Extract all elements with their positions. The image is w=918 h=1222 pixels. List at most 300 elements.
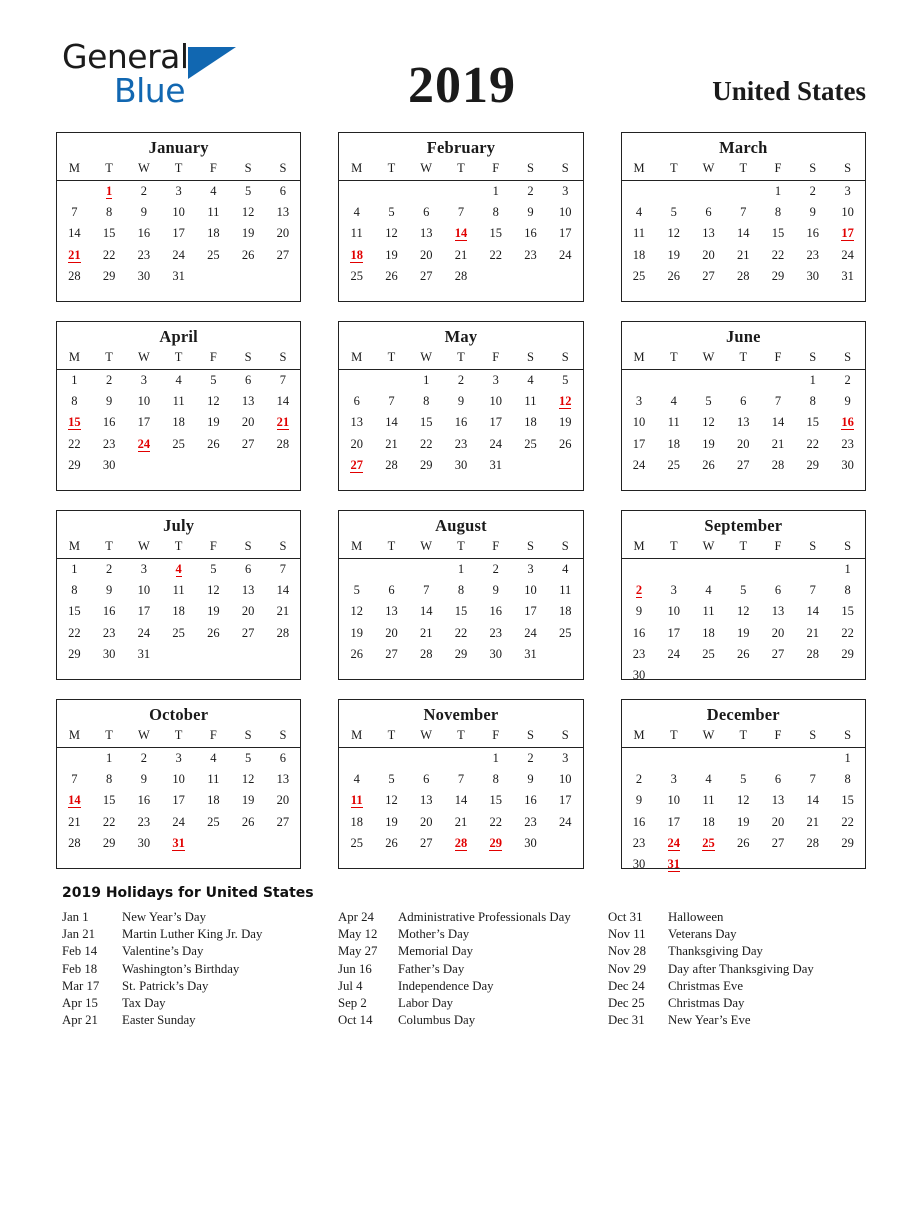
day-cell[interactable]: 3 [492,373,499,388]
day-cell[interactable]: 9 [106,394,113,409]
day-cell-holiday[interactable] [830,412,865,433]
day-cell[interactable]: 29 [454,646,468,661]
day-cell[interactable]: 27 [241,436,255,451]
day-cell[interactable]: 27 [737,457,750,472]
day-cell[interactable]: 27 [419,268,433,283]
day-cell[interactable]: 22 [454,625,468,640]
day-cell[interactable]: 18 [524,415,537,430]
day-cell[interactable]: 26 [558,436,572,451]
day-cell[interactable]: 19 [207,415,220,430]
day-cell[interactable]: 30 [137,835,151,850]
day-cell[interactable]: 19 [667,247,681,262]
day-cell-holiday[interactable] [57,790,92,811]
day-cell[interactable]: 7 [279,373,287,388]
day-cell[interactable]: 10 [489,394,502,409]
day-cell[interactable]: 3 [140,562,147,577]
day-cell-holiday[interactable] [656,833,691,854]
day-cell[interactable]: 3 [670,772,677,787]
day-cell-holiday[interactable] [444,833,479,854]
day-cell[interactable]: 5 [705,394,712,409]
day-cell[interactable]: 22 [68,625,81,640]
day-cell[interactable]: 12 [385,226,398,241]
day-cell[interactable]: 18 [667,436,681,451]
day-cell[interactable]: 18 [207,226,220,241]
day-cell[interactable]: 7 [809,772,816,787]
day-cell[interactable]: 12 [737,604,750,619]
day-cell[interactable]: 24 [667,646,681,661]
day-cell[interactable]: 30 [454,457,468,472]
day-cell[interactable]: 6 [279,184,287,199]
day-cell[interactable]: 16 [102,604,116,619]
day-cell[interactable]: 9 [457,394,465,409]
day-cell[interactable]: 4 [175,373,182,388]
day-cell[interactable]: 17 [489,415,502,430]
day-cell[interactable]: 6 [423,205,430,220]
day-cell[interactable]: 28 [737,268,750,283]
day-cell[interactable]: 21 [454,247,468,262]
day-cell[interactable]: 10 [558,772,572,787]
day-cell[interactable]: 26 [207,625,220,640]
day-cell[interactable]: 3 [562,751,569,766]
day-cell[interactable]: 17 [172,793,185,808]
day-cell[interactable]: 25 [207,814,220,829]
day-cell[interactable]: 8 [844,772,851,787]
day-cell[interactable]: 28 [806,835,820,850]
day-cell[interactable]: 12 [702,415,715,430]
day-cell[interactable]: 24 [558,814,572,829]
day-cell[interactable]: 15 [419,415,433,430]
day-cell[interactable]: 29 [102,835,116,850]
day-cell[interactable]: 31 [489,457,502,472]
day-cell[interactable]: 10 [137,394,151,409]
day-cell[interactable]: 26 [702,457,715,472]
day-cell[interactable]: 23 [632,646,646,661]
day-cell[interactable]: 3 [175,751,182,766]
day-cell[interactable]: 16 [489,604,502,619]
day-cell[interactable]: 26 [241,247,255,262]
day-cell[interactable]: 28 [68,268,81,283]
day-cell[interactable]: 5 [245,751,252,766]
day-cell[interactable]: 30 [102,457,116,472]
day-cell[interactable]: 12 [241,205,255,220]
day-cell[interactable]: 7 [423,583,430,598]
day-cell-holiday[interactable] [57,245,92,266]
day-cell[interactable]: 29 [102,268,116,283]
day-cell[interactable]: 2 [809,184,816,199]
day-cell[interactable]: 24 [172,814,185,829]
day-cell[interactable]: 1 [71,373,78,388]
day-cell[interactable]: 6 [245,562,252,577]
day-cell[interactable]: 6 [279,751,287,766]
day-cell[interactable]: 23 [102,625,116,640]
day-cell[interactable]: 17 [558,226,572,241]
day-cell[interactable]: 28 [771,457,785,472]
day-cell[interactable]: 13 [276,205,290,220]
day-cell[interactable]: 18 [558,604,572,619]
day-cell[interactable]: 30 [137,268,151,283]
day-cell[interactable]: 13 [241,394,255,409]
day-cell[interactable]: 22 [102,814,116,829]
day-cell[interactable]: 20 [276,226,290,241]
day-cell[interactable]: 13 [771,604,785,619]
day-cell[interactable]: 15 [102,793,116,808]
day-cell[interactable]: 9 [844,394,851,409]
day-cell[interactable]: 17 [137,415,151,430]
day-cell[interactable]: 24 [489,436,502,451]
day-cell[interactable]: 29 [841,646,854,661]
day-cell[interactable]: 21 [419,625,433,640]
day-cell[interactable]: 21 [385,436,398,451]
day-cell[interactable]: 2 [527,751,534,766]
day-cell-holiday[interactable] [57,412,92,433]
day-cell[interactable]: 14 [419,604,433,619]
day-cell[interactable]: 10 [632,415,646,430]
day-cell[interactable]: 24 [841,247,854,262]
day-cell[interactable]: 27 [385,646,398,661]
day-cell[interactable]: 1 [71,562,78,577]
day-cell[interactable]: 15 [841,604,854,619]
day-cell[interactable]: 29 [771,268,785,283]
day-cell[interactable]: 6 [353,394,360,409]
day-cell[interactable]: 8 [106,772,113,787]
day-cell[interactable]: 4 [562,562,569,577]
day-cell-holiday[interactable] [339,790,374,811]
day-cell[interactable]: 19 [241,226,255,241]
day-cell[interactable]: 10 [558,205,572,220]
day-cell[interactable]: 21 [454,814,468,829]
day-cell[interactable]: 25 [172,625,185,640]
day-cell[interactable]: 31 [137,646,151,661]
day-cell[interactable]: 23 [489,625,502,640]
day-cell[interactable]: 16 [632,625,646,640]
day-cell[interactable]: 22 [102,247,116,262]
day-cell[interactable]: 27 [771,835,785,850]
day-cell[interactable]: 30 [102,646,116,661]
day-cell[interactable]: 11 [702,604,715,619]
day-cell[interactable]: 7 [774,394,782,409]
day-cell[interactable]: 23 [806,247,820,262]
day-cell[interactable]: 18 [702,814,715,829]
day-cell[interactable]: 7 [279,562,287,577]
day-cell[interactable]: 2 [140,184,147,199]
day-cell[interactable]: 10 [667,604,681,619]
day-cell[interactable]: 19 [385,814,398,829]
day-cell[interactable]: 20 [419,247,433,262]
day-cell[interactable]: 20 [276,793,290,808]
day-cell[interactable]: 26 [385,835,398,850]
day-cell[interactable]: 5 [388,205,395,220]
day-cell[interactable]: 16 [524,793,537,808]
day-cell[interactable]: 23 [102,436,116,451]
day-cell[interactable]: 22 [489,814,502,829]
day-cell[interactable]: 21 [806,625,820,640]
day-cell[interactable]: 11 [702,793,715,808]
day-cell-holiday[interactable] [339,455,374,476]
day-cell[interactable]: 23 [632,835,646,850]
day-cell[interactable]: 15 [102,226,116,241]
day-cell[interactable]: 21 [276,604,290,619]
day-cell[interactable]: 15 [841,793,854,808]
day-cell[interactable]: 4 [353,205,360,220]
day-cell[interactable]: 5 [740,583,747,598]
day-cell[interactable]: 18 [632,247,646,262]
day-cell[interactable]: 18 [702,625,715,640]
day-cell[interactable]: 14 [806,604,820,619]
day-cell[interactable]: 10 [524,583,537,598]
day-cell[interactable]: 17 [524,604,537,619]
day-cell[interactable]: 19 [241,793,255,808]
day-cell[interactable]: 15 [454,604,468,619]
day-cell[interactable]: 23 [137,247,151,262]
day-cell[interactable]: 29 [68,457,81,472]
day-cell[interactable]: 1 [457,562,465,577]
day-cell[interactable]: 9 [635,604,643,619]
day-cell[interactable]: 8 [71,394,78,409]
day-cell[interactable]: 16 [137,793,151,808]
day-cell[interactable]: 5 [670,205,677,220]
day-cell-holiday[interactable] [548,391,583,412]
day-cell-holiday[interactable] [622,580,657,601]
day-cell[interactable]: 25 [350,835,363,850]
day-cell[interactable]: 28 [419,646,433,661]
day-cell[interactable]: 25 [667,457,681,472]
day-cell[interactable]: 25 [207,247,220,262]
day-cell[interactable]: 30 [632,857,646,872]
day-cell[interactable]: 8 [106,205,113,220]
day-cell[interactable]: 13 [771,793,785,808]
day-cell[interactable]: 2 [527,184,534,199]
day-cell[interactable]: 23 [524,247,537,262]
day-cell-holiday[interactable] [339,245,374,266]
day-cell[interactable]: 26 [350,646,363,661]
day-cell[interactable]: 30 [806,268,820,283]
day-cell[interactable]: 9 [492,583,499,598]
day-cell-holiday[interactable] [161,559,196,581]
day-cell[interactable]: 2 [106,562,113,577]
day-cell[interactable]: 17 [667,814,681,829]
day-cell[interactable]: 6 [423,772,430,787]
day-cell[interactable]: 8 [809,394,816,409]
day-cell[interactable]: 26 [737,646,750,661]
day-cell[interactable]: 11 [172,394,185,409]
day-cell[interactable]: 13 [241,583,255,598]
day-cell[interactable]: 18 [172,415,185,430]
day-cell[interactable]: 16 [524,226,537,241]
day-cell[interactable]: 1 [844,751,851,766]
day-cell[interactable]: 8 [457,583,465,598]
day-cell[interactable]: 19 [207,604,220,619]
day-cell-holiday[interactable] [161,833,196,854]
day-cell[interactable]: 16 [454,415,468,430]
day-cell[interactable]: 12 [207,583,220,598]
day-cell[interactable]: 10 [137,583,151,598]
day-cell[interactable]: 5 [353,583,360,598]
day-cell[interactable]: 17 [632,436,646,451]
day-cell[interactable]: 13 [702,226,715,241]
day-cell[interactable]: 15 [806,415,820,430]
day-cell[interactable]: 24 [558,247,572,262]
day-cell[interactable]: 14 [68,226,81,241]
day-cell[interactable]: 30 [632,668,646,683]
day-cell[interactable]: 9 [527,205,534,220]
day-cell[interactable]: 7 [71,205,78,220]
day-cell[interactable]: 24 [137,625,151,640]
day-cell[interactable]: 30 [524,835,537,850]
day-cell[interactable]: 5 [210,562,217,577]
day-cell[interactable]: 15 [489,793,502,808]
day-cell[interactable]: 14 [276,583,290,598]
day-cell[interactable]: 20 [702,247,715,262]
day-cell[interactable]: 18 [207,793,220,808]
day-cell[interactable]: 4 [527,373,534,388]
day-cell[interactable]: 16 [632,814,646,829]
day-cell[interactable]: 20 [385,625,398,640]
day-cell[interactable]: 6 [740,394,747,409]
day-cell[interactable]: 4 [705,772,712,787]
day-cell[interactable]: 29 [419,457,433,472]
day-cell[interactable]: 4 [353,772,360,787]
day-cell[interactable]: 4 [210,184,217,199]
day-cell[interactable]: 20 [737,436,750,451]
day-cell[interactable]: 3 [844,184,851,199]
day-cell[interactable]: 4 [635,205,643,220]
day-cell[interactable]: 23 [454,436,468,451]
day-cell[interactable]: 7 [388,394,395,409]
day-cell[interactable]: 21 [68,814,81,829]
day-cell-holiday[interactable] [656,854,691,875]
day-cell[interactable]: 21 [737,247,750,262]
day-cell[interactable]: 8 [844,583,851,598]
day-cell[interactable]: 7 [457,205,465,220]
day-cell[interactable]: 11 [559,583,572,598]
day-cell[interactable]: 26 [241,814,255,829]
day-cell[interactable]: 6 [245,373,252,388]
day-cell[interactable]: 16 [102,415,116,430]
day-cell[interactable]: 15 [68,604,81,619]
day-cell[interactable]: 4 [705,583,712,598]
day-cell[interactable]: 16 [137,226,151,241]
day-cell[interactable]: 8 [423,394,430,409]
day-cell[interactable]: 1 [492,184,499,199]
day-cell[interactable]: 20 [350,436,363,451]
day-cell[interactable]: 2 [492,562,499,577]
day-cell[interactable]: 5 [210,373,217,388]
day-cell[interactable]: 31 [172,268,185,283]
day-cell[interactable]: 29 [806,457,820,472]
day-cell[interactable]: 1 [423,373,430,388]
day-cell[interactable]: 14 [276,394,290,409]
day-cell[interactable]: 31 [841,268,854,283]
day-cell[interactable]: 7 [809,583,816,598]
day-cell[interactable]: 12 [385,793,398,808]
day-cell[interactable]: 2 [140,751,147,766]
day-cell-holiday[interactable] [266,412,301,433]
day-cell[interactable]: 25 [350,268,363,283]
day-cell[interactable]: 25 [558,625,572,640]
day-cell[interactable]: 27 [241,625,255,640]
day-cell[interactable]: 22 [489,247,502,262]
day-cell[interactable]: 24 [172,247,185,262]
day-cell[interactable]: 21 [806,814,820,829]
day-cell-holiday[interactable] [830,223,865,244]
day-cell[interactable]: 22 [419,436,433,451]
day-cell[interactable]: 27 [276,814,290,829]
day-cell[interactable]: 30 [489,646,502,661]
day-cell[interactable]: 14 [454,793,468,808]
day-cell[interactable]: 28 [276,625,290,640]
day-cell[interactable]: 11 [633,226,646,241]
day-cell[interactable]: 18 [172,604,185,619]
day-cell[interactable]: 14 [806,793,820,808]
day-cell[interactable]: 6 [388,583,395,598]
day-cell-holiday[interactable] [92,181,127,203]
day-cell[interactable]: 19 [558,415,572,430]
day-cell[interactable]: 22 [771,247,785,262]
day-cell[interactable]: 6 [705,205,712,220]
day-cell[interactable]: 24 [524,625,537,640]
day-cell[interactable]: 26 [737,835,750,850]
day-cell[interactable]: 19 [350,625,363,640]
day-cell[interactable]: 7 [457,772,465,787]
day-cell[interactable]: 12 [241,772,255,787]
day-cell[interactable]: 2 [844,373,851,388]
day-cell[interactable]: 9 [527,772,534,787]
day-cell[interactable]: 25 [524,436,537,451]
day-cell[interactable]: 14 [737,226,750,241]
day-cell[interactable]: 4 [210,751,217,766]
day-cell[interactable]: 29 [68,646,81,661]
day-cell[interactable]: 21 [771,436,785,451]
day-cell[interactable]: 11 [207,205,220,220]
day-cell[interactable]: 28 [454,268,468,283]
day-cell[interactable]: 3 [527,562,534,577]
day-cell[interactable]: 25 [172,436,185,451]
day-cell[interactable]: 2 [106,373,113,388]
day-cell[interactable]: 13 [276,772,290,787]
day-cell[interactable]: 2 [457,373,465,388]
day-cell[interactable]: 10 [841,205,854,220]
day-cell[interactable]: 15 [771,226,785,241]
day-cell[interactable]: 11 [350,226,363,241]
day-cell[interactable]: 5 [388,772,395,787]
day-cell[interactable]: 19 [737,625,750,640]
day-cell[interactable]: 28 [385,457,398,472]
day-cell[interactable]: 17 [137,604,151,619]
day-cell[interactable]: 12 [350,604,363,619]
day-cell[interactable]: 9 [106,583,113,598]
day-cell[interactable]: 30 [841,457,854,472]
day-cell[interactable]: 27 [276,247,290,262]
day-cell[interactable]: 5 [562,373,569,388]
day-cell-holiday[interactable] [478,833,513,854]
day-cell[interactable]: 6 [774,772,782,787]
day-cell[interactable]: 12 [737,793,750,808]
day-cell[interactable]: 1 [844,562,851,577]
day-cell[interactable]: 19 [737,814,750,829]
day-cell[interactable]: 27 [771,646,785,661]
day-cell[interactable]: 3 [635,394,643,409]
day-cell[interactable]: 22 [841,625,854,640]
day-cell-holiday[interactable] [691,833,726,854]
day-cell[interactable]: 22 [841,814,854,829]
day-cell[interactable]: 17 [667,625,681,640]
day-cell[interactable]: 1 [106,751,113,766]
day-cell[interactable]: 13 [419,226,433,241]
day-cell[interactable]: 4 [670,394,677,409]
day-cell[interactable]: 12 [667,226,681,241]
day-cell-holiday[interactable] [127,434,162,455]
day-cell[interactable]: 8 [492,772,499,787]
